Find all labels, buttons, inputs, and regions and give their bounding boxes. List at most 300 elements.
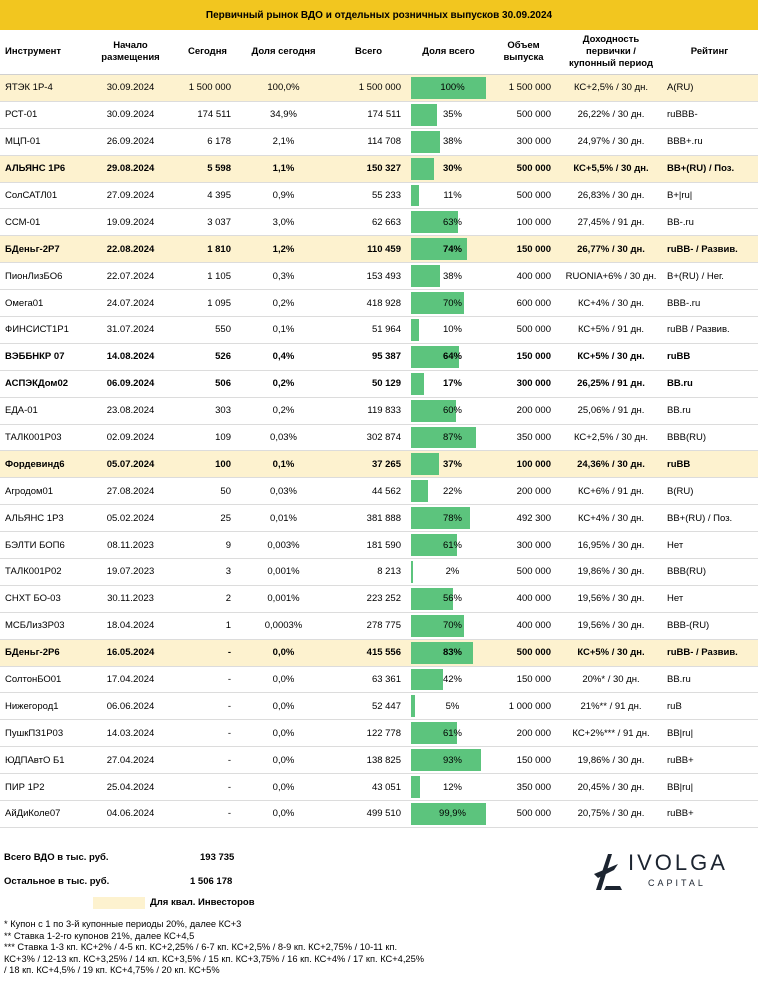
- instrument-cell: ЕДА-01: [0, 397, 87, 424]
- today-cell: 3: [174, 559, 241, 586]
- share-today-cell: 1,2%: [241, 236, 326, 263]
- share-total-label: 87%: [442, 432, 462, 444]
- share-today-cell: 0,2%: [241, 290, 326, 317]
- instrument-cell: СолтонБО01: [0, 666, 87, 693]
- share-today-cell: 1,1%: [241, 155, 326, 182]
- legend-swatch: [93, 897, 145, 909]
- yield-cell: 20,45% / 30 дн.: [561, 774, 661, 801]
- total-cell: 153 493: [326, 263, 411, 290]
- instrument-cell: Фордевинд6: [0, 451, 87, 478]
- volume-cell: 350 000: [486, 424, 561, 451]
- today-cell: 6 178: [174, 128, 241, 155]
- today-cell: 550: [174, 317, 241, 344]
- volume-cell: 300 000: [486, 532, 561, 559]
- total-cell: 52 447: [326, 693, 411, 720]
- share-total-label: 42%: [442, 674, 462, 686]
- total-cell: 381 888: [326, 505, 411, 532]
- yield-cell: КС+2,5% / 30 дн.: [561, 424, 661, 451]
- table-row: [0, 801, 758, 828]
- today-cell: -: [174, 666, 241, 693]
- total-cell: 95 387: [326, 343, 411, 370]
- share-total-label: 83%: [442, 647, 462, 659]
- share-today-cell: 0,1%: [241, 317, 326, 344]
- share-total-label: 38%: [442, 136, 462, 148]
- start-date-cell: 25.04.2024: [87, 774, 174, 801]
- table-row: [0, 101, 758, 128]
- instrument-cell: СНХТ БО-03: [0, 585, 87, 612]
- share-total-cell: [411, 639, 486, 666]
- share-total-label: 12%: [442, 781, 462, 793]
- total-cell: 62 663: [326, 209, 411, 236]
- today-cell: 2: [174, 585, 241, 612]
- rating-cell: BB+(RU) / Поз.: [661, 505, 758, 532]
- start-date-cell: 22.08.2024: [87, 236, 174, 263]
- rating-cell: ruBB: [661, 343, 758, 370]
- share-today-cell: 0,0003%: [241, 612, 326, 639]
- volume-cell: 500 000: [486, 155, 561, 182]
- table-row: [0, 263, 758, 290]
- volume-cell: 150 000: [486, 747, 561, 774]
- yield-cell: 16,95% / 30 дн.: [561, 532, 661, 559]
- share-total-label: 100%: [440, 82, 465, 94]
- share-total-label: 10%: [442, 324, 462, 336]
- volume-cell: 1 000 000: [486, 693, 561, 720]
- share-today-cell: 2,1%: [241, 128, 326, 155]
- today-cell: 3 037: [174, 209, 241, 236]
- footnote: * Купон с 1 по 3-й купонные периоды 20%, далее КС+3: [4, 919, 242, 929]
- today-cell: 109: [174, 424, 241, 451]
- instrument-cell: МСБЛизЗР03: [0, 612, 87, 639]
- table-row: [0, 612, 758, 639]
- instrument-cell: ЮДПАвтО Б1: [0, 747, 87, 774]
- table-row: [0, 505, 758, 532]
- table-row: [0, 343, 758, 370]
- rating-cell: B+|ru|: [661, 182, 758, 209]
- yield-cell: 19,86% / 30 дн.: [561, 747, 661, 774]
- share-today-cell: 0,9%: [241, 182, 326, 209]
- start-date-cell: 30.09.2024: [87, 101, 174, 128]
- today-cell: 174 511: [174, 101, 241, 128]
- volume-cell: 100 000: [486, 451, 561, 478]
- table-row: [0, 774, 758, 801]
- share-total-cell: [411, 155, 486, 182]
- share-total-cell: [411, 263, 486, 290]
- table-row: [0, 532, 758, 559]
- vdo-total-value: 193 735: [200, 852, 235, 863]
- rating-cell: Нет: [661, 585, 758, 612]
- total-cell: 181 590: [326, 532, 411, 559]
- start-date-cell: 08.11.2023: [87, 532, 174, 559]
- yield-cell: 24,36% / 30 дн.: [561, 451, 661, 478]
- instrument-cell: ТАЛК001Р02: [0, 559, 87, 586]
- share-total-cell: [411, 75, 486, 102]
- today-cell: 1: [174, 612, 241, 639]
- table-row: [0, 478, 758, 505]
- logo-main-text: IVOLGA: [628, 850, 728, 875]
- today-cell: 1 500 000: [174, 75, 241, 102]
- other-total-label: Остальное в тыс. руб.: [4, 876, 110, 887]
- volume-cell: 300 000: [486, 370, 561, 397]
- ivolga-logo: [592, 848, 728, 898]
- rating-cell: ruBB- / Развив.: [661, 236, 758, 263]
- start-date-cell: 30.09.2024: [87, 75, 174, 102]
- volume-cell: 500 000: [486, 801, 561, 828]
- share-today-cell: 0,4%: [241, 343, 326, 370]
- today-cell: 1 095: [174, 290, 241, 317]
- share-total-cell: [411, 693, 486, 720]
- total-cell: 110 459: [326, 236, 411, 263]
- start-date-cell: 16.05.2024: [87, 639, 174, 666]
- instrument-cell: СолСАТЛ01: [0, 182, 87, 209]
- rating-cell: ruBB- / Развив.: [661, 639, 758, 666]
- col-header-total: Всего: [326, 30, 411, 75]
- rating-cell: ruBB / Развив.: [661, 317, 758, 344]
- instrument-cell: Омега01: [0, 290, 87, 317]
- rating-cell: BB.ru: [661, 666, 758, 693]
- share-total-label: 61%: [442, 727, 462, 739]
- share-today-cell: 0,0%: [241, 801, 326, 828]
- start-date-cell: 06.09.2024: [87, 370, 174, 397]
- table-row: [0, 290, 758, 317]
- rating-cell: BB-.ru: [661, 209, 758, 236]
- volume-cell: 500 000: [486, 559, 561, 586]
- yield-cell: 26,22% / 30 дн.: [561, 101, 661, 128]
- yield-cell: 21%** / 91 дн.: [561, 693, 661, 720]
- total-cell: 50 129: [326, 370, 411, 397]
- instrument-cell: РСТ-01: [0, 101, 87, 128]
- share-today-cell: 0,0%: [241, 774, 326, 801]
- rating-cell: BB+(RU) / Поз.: [661, 155, 758, 182]
- volume-cell: 200 000: [486, 720, 561, 747]
- total-cell: 138 825: [326, 747, 411, 774]
- rating-cell: BBB+.ru: [661, 128, 758, 155]
- instrument-cell: МЦП-01: [0, 128, 87, 155]
- today-cell: 1 810: [174, 236, 241, 263]
- share-total-label: 61%: [442, 539, 462, 551]
- legend-label: Для квал. Инвесторов: [150, 897, 255, 908]
- start-date-cell: 14.08.2024: [87, 343, 174, 370]
- share-total-cell: [411, 317, 486, 344]
- start-date-cell: 26.09.2024: [87, 128, 174, 155]
- today-cell: -: [174, 774, 241, 801]
- start-date-cell: 27.09.2024: [87, 182, 174, 209]
- total-cell: 150 327: [326, 155, 411, 182]
- today-cell: -: [174, 801, 241, 828]
- share-total-cell: [411, 747, 486, 774]
- start-date-cell: 05.02.2024: [87, 505, 174, 532]
- yield-cell: 20%* / 30 дн.: [561, 666, 661, 693]
- volume-cell: 500 000: [486, 317, 561, 344]
- col-header-share-today: Доля сегодня: [241, 30, 326, 75]
- instrument-cell: ФИНСИСТ1Р1: [0, 317, 87, 344]
- share-today-cell: 0,2%: [241, 370, 326, 397]
- today-cell: 526: [174, 343, 241, 370]
- total-cell: 499 510: [326, 801, 411, 828]
- share-today-cell: 0,001%: [241, 585, 326, 612]
- rating-cell: BBB(RU): [661, 559, 758, 586]
- table-row: [0, 128, 758, 155]
- instrument-cell: ПИР 1Р2: [0, 774, 87, 801]
- logo-sub-text: CAPITAL: [648, 878, 706, 888]
- total-cell: 418 928: [326, 290, 411, 317]
- total-cell: 174 511: [326, 101, 411, 128]
- share-total-label: 78%: [442, 512, 462, 524]
- instrument-cell: Агродом01: [0, 478, 87, 505]
- yield-cell: КС+5% / 91 дн.: [561, 317, 661, 344]
- share-total-label: 38%: [442, 270, 462, 282]
- share-total-cell: [411, 128, 486, 155]
- rating-cell: ruBB+: [661, 801, 758, 828]
- start-date-cell: 14.03.2024: [87, 720, 174, 747]
- share-total-label: 30%: [442, 163, 462, 175]
- volume-cell: 400 000: [486, 263, 561, 290]
- volume-cell: 400 000: [486, 585, 561, 612]
- share-total-cell: [411, 424, 486, 451]
- table-header-row: [0, 30, 758, 75]
- volume-cell: 200 000: [486, 397, 561, 424]
- start-date-cell: 17.04.2024: [87, 666, 174, 693]
- share-total-cell: [411, 101, 486, 128]
- total-cell: 51 964: [326, 317, 411, 344]
- share-today-cell: 0,0%: [241, 747, 326, 774]
- start-date-cell: 19.09.2024: [87, 209, 174, 236]
- share-total-cell: [411, 774, 486, 801]
- total-cell: 44 562: [326, 478, 411, 505]
- share-total-cell: [411, 451, 486, 478]
- volume-cell: 600 000: [486, 290, 561, 317]
- start-date-cell: 24.07.2024: [87, 290, 174, 317]
- share-today-cell: 0,1%: [241, 451, 326, 478]
- share-total-cell: [411, 182, 486, 209]
- share-total-label: 99,9%: [439, 808, 466, 820]
- total-cell: 37 265: [326, 451, 411, 478]
- share-total-label: 74%: [442, 243, 462, 255]
- instrument-cell: ПушкПЗ1Р03: [0, 720, 87, 747]
- start-date-cell: 29.08.2024: [87, 155, 174, 182]
- col-header-start: Начало размещения: [87, 30, 174, 75]
- rating-cell: BB.ru: [661, 397, 758, 424]
- col-header-yield: Доходность первички / купонный период: [561, 30, 661, 75]
- today-cell: 4 395: [174, 182, 241, 209]
- total-cell: 55 233: [326, 182, 411, 209]
- yield-cell: 26,25% / 91 дн.: [561, 370, 661, 397]
- share-total-label: 60%: [442, 405, 462, 417]
- volume-cell: 150 000: [486, 666, 561, 693]
- yield-cell: КС+5% / 30 дн.: [561, 343, 661, 370]
- volume-cell: 492 300: [486, 505, 561, 532]
- yield-cell: 24,97% / 30 дн.: [561, 128, 661, 155]
- total-cell: 43 051: [326, 774, 411, 801]
- footnote: КС+3% / 12-13 кп. КС+3,25% / 14 кп. КС+3,5% / 15 кп. КС+3,75% / 16 кп. КС+4% / 17 кп. КС+4,25%: [4, 953, 425, 964]
- total-cell: 302 874: [326, 424, 411, 451]
- yield-cell: 26,77% / 30 дн.: [561, 236, 661, 263]
- total-cell: 278 775: [326, 612, 411, 639]
- rating-cell: ruBB+: [661, 747, 758, 774]
- table-row: [0, 155, 758, 182]
- total-cell: 114 708: [326, 128, 411, 155]
- share-today-cell: 0,003%: [241, 532, 326, 559]
- share-today-cell: 3,0%: [241, 209, 326, 236]
- today-cell: 5 598: [174, 155, 241, 182]
- table-row: [0, 236, 758, 263]
- table-row: [0, 666, 758, 693]
- share-total-cell: [411, 343, 486, 370]
- yield-cell: 27,45% / 91 дн.: [561, 209, 661, 236]
- share-total-label: 56%: [442, 593, 462, 605]
- rating-cell: BBB(RU): [661, 424, 758, 451]
- today-cell: -: [174, 720, 241, 747]
- start-date-cell: 18.04.2024: [87, 612, 174, 639]
- start-date-cell: 30.11.2023: [87, 585, 174, 612]
- today-cell: 9: [174, 532, 241, 559]
- rating-cell: ruBB: [661, 451, 758, 478]
- footnote: / 18 кп. КС+4,5% / 19 кп. КС+4,75% / 20 кп. КС+5%: [4, 965, 220, 975]
- rating-cell: A(RU): [661, 75, 758, 102]
- yield-cell: RUONIA+6% / 30 дн.: [561, 263, 661, 290]
- volume-cell: 350 000: [486, 774, 561, 801]
- share-total-cell: [411, 559, 486, 586]
- yield-cell: КС+2,5% / 30 дн.: [561, 75, 661, 102]
- start-date-cell: 27.08.2024: [87, 478, 174, 505]
- share-today-cell: 0,2%: [241, 397, 326, 424]
- col-header-share-total: Доля всего: [411, 30, 486, 75]
- col-header-instrument: Инструмент: [0, 30, 87, 75]
- volume-cell: 100 000: [486, 209, 561, 236]
- table-row: [0, 317, 758, 344]
- share-today-cell: 100,0%: [241, 75, 326, 102]
- share-total-label: 2%: [445, 566, 460, 578]
- instrument-cell: ВЭББНКР 07: [0, 343, 87, 370]
- yield-cell: 19,56% / 30 дн.: [561, 585, 661, 612]
- bond-table: [0, 30, 758, 828]
- rating-cell: ruB: [661, 693, 758, 720]
- share-total-cell: [411, 720, 486, 747]
- today-cell: 1 105: [174, 263, 241, 290]
- share-total-cell: [411, 612, 486, 639]
- instrument-cell: Нижегород1: [0, 693, 87, 720]
- instrument-cell: АйДиКоле07: [0, 801, 87, 828]
- table-row: [0, 182, 758, 209]
- yield-cell: 19,86% / 30 дн.: [561, 559, 661, 586]
- table-row: [0, 75, 758, 102]
- total-cell: 415 556: [326, 639, 411, 666]
- share-total-cell: [411, 478, 486, 505]
- col-header-today: Сегодня: [174, 30, 241, 75]
- share-total-cell: [411, 505, 486, 532]
- yield-cell: КС+4% / 30 дн.: [561, 290, 661, 317]
- other-total-value: 1 506 178: [190, 876, 233, 887]
- volume-cell: 150 000: [486, 236, 561, 263]
- logo-bird-icon: [592, 848, 626, 892]
- rating-cell: B+(RU) / Нег.: [661, 263, 758, 290]
- share-today-cell: 0,001%: [241, 559, 326, 586]
- rating-cell: BB|ru|: [661, 720, 758, 747]
- rating-cell: ruBBB-: [661, 101, 758, 128]
- volume-cell: 300 000: [486, 128, 561, 155]
- vdo-total-label: Всего ВДО в тыс. руб.: [4, 852, 109, 863]
- table-row: [0, 693, 758, 720]
- share-total-label: 22%: [442, 485, 462, 497]
- instrument-cell: АЛЬЯНС 1Р6: [0, 155, 87, 182]
- share-today-cell: 0,0%: [241, 693, 326, 720]
- table-row: [0, 585, 758, 612]
- rating-cell: BBB-(RU): [661, 612, 758, 639]
- table-row: [0, 451, 758, 478]
- total-cell: 223 252: [326, 585, 411, 612]
- table-row: [0, 209, 758, 236]
- footnotes: [4, 919, 744, 977]
- share-total-label: 64%: [442, 351, 462, 363]
- today-cell: 50: [174, 478, 241, 505]
- table-row: [0, 370, 758, 397]
- instrument-cell: БДеньг-2Р6: [0, 639, 87, 666]
- rating-cell: BB.ru: [661, 370, 758, 397]
- start-date-cell: 06.06.2024: [87, 693, 174, 720]
- total-cell: 63 361: [326, 666, 411, 693]
- table-row: [0, 559, 758, 586]
- table-row: [0, 720, 758, 747]
- summary-footer: [0, 840, 758, 984]
- yield-cell: КС+2%*** / 91 дн.: [561, 720, 661, 747]
- share-total-label: 35%: [442, 109, 462, 121]
- volume-cell: 500 000: [486, 639, 561, 666]
- footnote: ** Ставка 1-2-го купонов 21%, далее КС+4,5: [4, 930, 195, 941]
- share-today-cell: 0,03%: [241, 424, 326, 451]
- volume-cell: 200 000: [486, 478, 561, 505]
- rating-cell: B(RU): [661, 478, 758, 505]
- share-total-label: 63%: [442, 216, 462, 228]
- share-total-cell: [411, 532, 486, 559]
- rating-cell: BBB-.ru: [661, 290, 758, 317]
- share-total-cell: [411, 236, 486, 263]
- instrument-cell: ССМ-01: [0, 209, 87, 236]
- total-cell: 119 833: [326, 397, 411, 424]
- share-today-cell: 0,0%: [241, 666, 326, 693]
- share-today-cell: 34,9%: [241, 101, 326, 128]
- share-total-cell: [411, 290, 486, 317]
- volume-cell: 1 500 000: [486, 75, 561, 102]
- col-header-rating: Рейтинг: [661, 30, 758, 75]
- table-row: [0, 397, 758, 424]
- instrument-cell: ЯТЭК 1Р-4: [0, 75, 87, 102]
- start-date-cell: 05.07.2024: [87, 451, 174, 478]
- instrument-cell: АСПЭКДом02: [0, 370, 87, 397]
- share-total-label: 37%: [442, 458, 462, 470]
- share-total-cell: [411, 370, 486, 397]
- total-cell: 122 778: [326, 720, 411, 747]
- start-date-cell: 23.08.2024: [87, 397, 174, 424]
- instrument-cell: ТАЛК001Р03: [0, 424, 87, 451]
- table-row: [0, 747, 758, 774]
- volume-cell: 500 000: [486, 182, 561, 209]
- share-total-label: 11%: [443, 190, 462, 201]
- share-total-label: 5%: [445, 700, 460, 712]
- total-cell: 1 500 000: [326, 75, 411, 102]
- total-cell: 8 213: [326, 559, 411, 586]
- today-cell: 303: [174, 397, 241, 424]
- instrument-cell: БЭЛТИ БОП6: [0, 532, 87, 559]
- share-total-label: 70%: [442, 620, 462, 632]
- share-total-label: 93%: [442, 754, 462, 766]
- today-cell: -: [174, 747, 241, 774]
- instrument-cell: ПионЛизБО6: [0, 263, 87, 290]
- table-row: [0, 639, 758, 666]
- yield-cell: КС+6% / 91 дн.: [561, 478, 661, 505]
- share-total-cell: [411, 209, 486, 236]
- share-total-cell: [411, 397, 486, 424]
- share-today-cell: 0,03%: [241, 478, 326, 505]
- share-total-label: 17%: [442, 378, 462, 390]
